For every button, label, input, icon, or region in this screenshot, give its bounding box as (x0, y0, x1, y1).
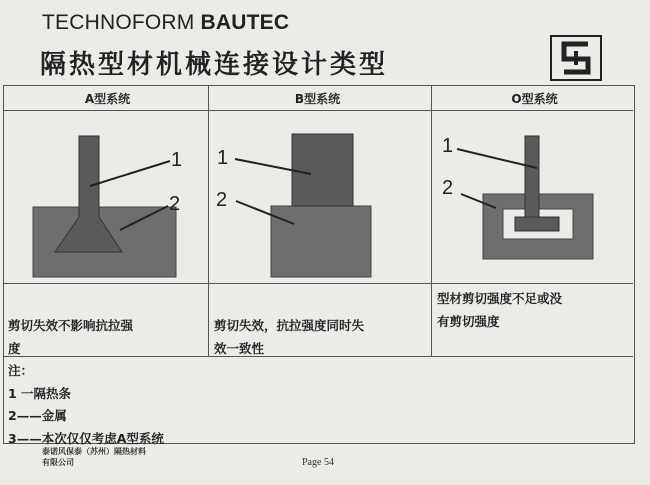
label-part-2: 2 (442, 177, 454, 199)
diagram-a (20, 114, 205, 282)
label-part-2: 2 (216, 189, 228, 211)
table-column-divider (431, 85, 432, 356)
insulating-strip-b (292, 134, 353, 206)
note-item: 1 一隔热条 (8, 385, 72, 401)
column-heading-b: B型系统 (294, 92, 341, 106)
leader-line-1 (90, 161, 170, 186)
table-column-divider (208, 85, 209, 356)
insulating-strip-base (515, 217, 559, 231)
label-part-1: 1 (171, 149, 183, 171)
brand-regular: TECHNOFORM (42, 11, 201, 34)
footer-company-line: 泰诺风保泰（苏州）隔热材料 (42, 447, 146, 456)
brand-bold: BAUTEC (200, 11, 290, 34)
label-part-2: 2 (169, 193, 181, 215)
column-heading-a: A型系统 (84, 92, 131, 106)
notes-section (8, 360, 164, 450)
footer-company (42, 446, 146, 468)
effect-line: 有剪切强度 (437, 314, 500, 329)
effect-line: 剪切失效，抗拉强度同时失 (214, 318, 365, 333)
label-part-1: 1 (217, 147, 229, 169)
footer-company-line: 有限公司 (42, 458, 74, 467)
diagram-o (433, 114, 631, 282)
effect-text-a (8, 314, 133, 360)
technoform-logo-icon (550, 35, 602, 81)
diagram-b (210, 114, 430, 282)
note-item: 3——本次仅仅考虑A型系统 (8, 430, 164, 446)
label-part-1: 1 (442, 135, 454, 157)
table-divider (3, 110, 633, 111)
notes-heading: 注： (8, 363, 34, 378)
page-number: Page 54 (302, 457, 334, 468)
page-title: 隔热型材机械连接设计类型 (40, 50, 389, 80)
effect-line: 效一致性 (214, 341, 265, 356)
effect-text-b (214, 314, 364, 360)
effect-line: 型材剪切强度不足或没 (437, 291, 563, 306)
table-divider (3, 283, 633, 284)
note-item: 2——金属 (8, 408, 67, 423)
insulating-strip-stem (525, 136, 539, 221)
brand-name (42, 11, 289, 35)
metal-part-b (271, 206, 371, 277)
effect-text-o (437, 287, 562, 333)
column-heading-o: O型系统 (511, 92, 558, 106)
effect-line: 度 (8, 341, 21, 356)
effect-line: 剪切失效不影响抗拉强 (8, 318, 134, 333)
